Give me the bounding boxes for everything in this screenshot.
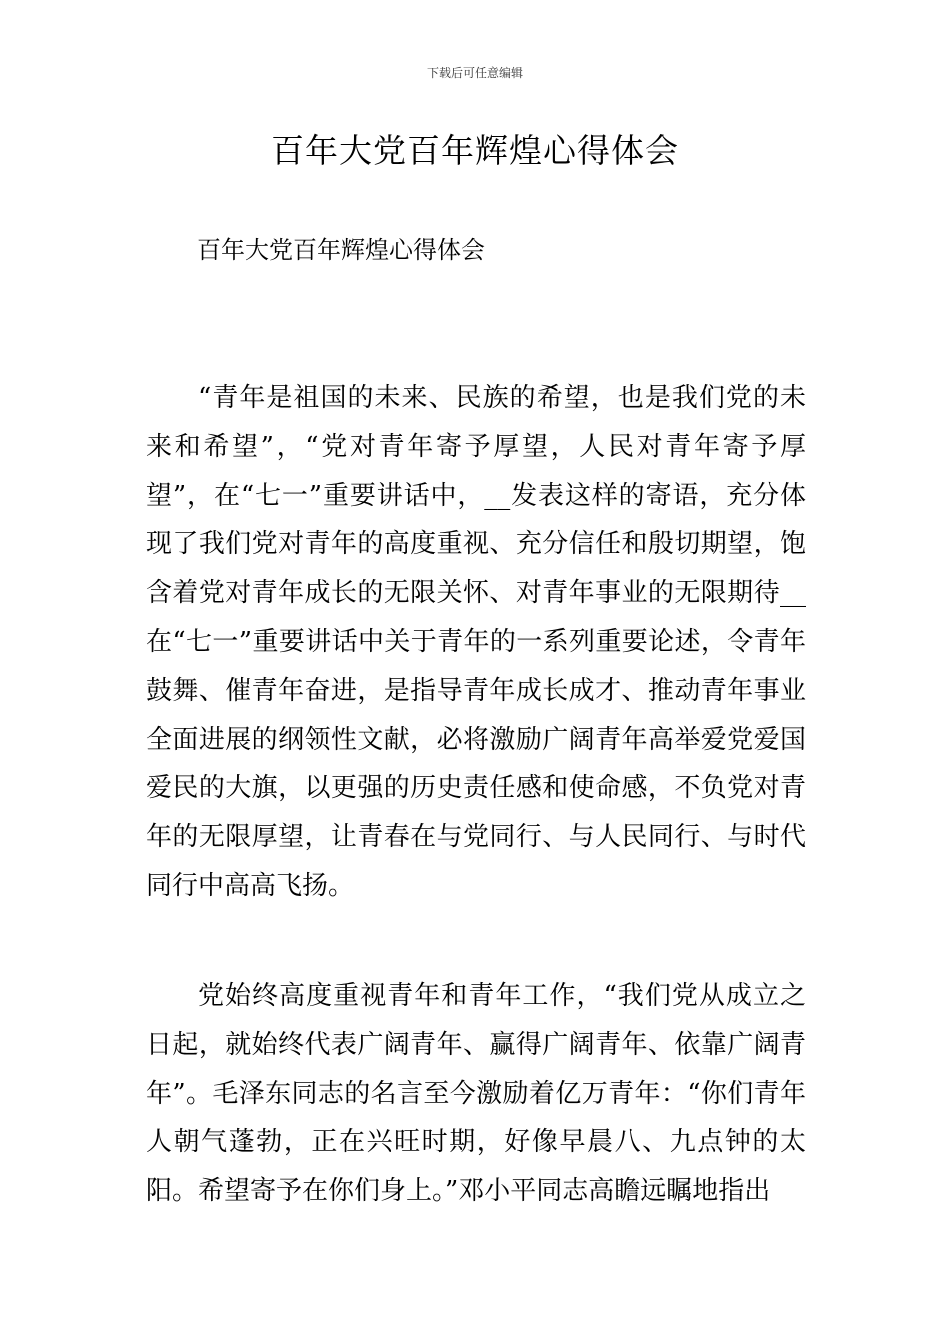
header-note: 下载后可任意编辑 — [426, 66, 523, 80]
body-paragraph: “青年是祖国的未来、民族的希望，也是我们党的未来和希望”，“党对青年寄予厚望，人民对青年寄予厚望”，在“七一”重要讲话中，__发表这样的寄语，充分体现了我们党对青年的高度重视、充分信任和殷切期望，饱含着党对青年成长的无限关怀、对青年事业的无限期待__在“七一”重要讲话中关于青年的一系列重要论述，令青年鼓舞、催青年奋进，是指导青年成长成才、推动青年事业全面进展的纲领性文献，必将激励广阔青年高举爱党爱国爱民的大旗，以更强的历史责任感和使命感，不负党对青年的无限厚望，让青春在与党同行、与人民同行、与时代同行中高高飞扬。 — [146, 383, 806, 901]
body-paragraph: 党始终高度重视青年和青年工作，“我们党从成立之日起，就始终代表广阔青年、赢得广阔青年、依靠广阔青年”。毛泽东同志的名言至今激励着亿万青年：“你们青年人朝气蓬勃，正在兴旺时期，好像早晨八、九点钟的太阳。希望寄予在你们身上。”邓小平同志高瞻远瞩地指出 — [146, 981, 806, 1207]
document-subtitle: 百年大党百年辉煌心得体会 — [197, 236, 485, 264]
document-title: 百年大党百年辉煌心得体会 — [271, 131, 679, 170]
